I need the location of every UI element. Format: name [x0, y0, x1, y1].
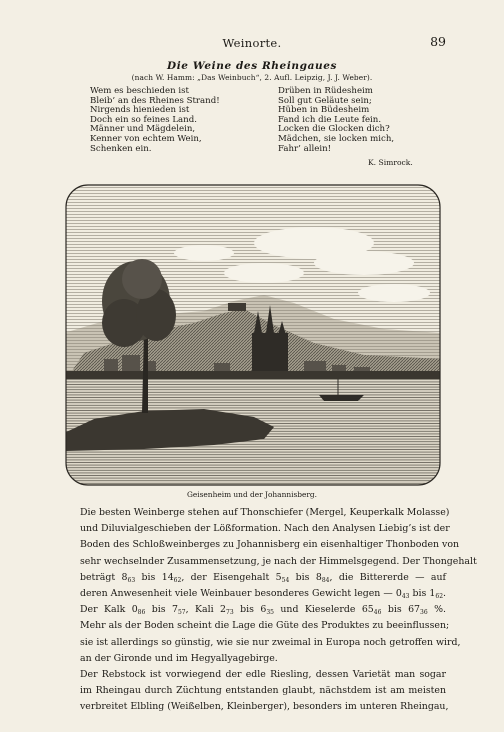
castle: [228, 303, 246, 311]
text-line: beträgt $8_{63}$ bis $14_{62}$, der Eisengehalt $5_{54}$ bis $8_{84}$, die Bittererde — auf: [80, 571, 447, 584]
text-line: sie ist allerdings so günstig, wie sie nur zweimal in Europa noch getroffen wird,: [80, 636, 461, 648]
poem-line: Bleib’ an des Rheines Strand!: [90, 95, 220, 106]
text-line: Boden des Schloßweinberges zu Johannisberg ein eisenhaltiger Thonboden von: [80, 539, 459, 551]
poem-author: K. Simrock.: [368, 158, 413, 167]
poem-line: Doch ein so feines Land.: [90, 114, 197, 125]
paragraph: [62, 667, 449, 716]
figure-caption: Geisenheim und der Johannisberg.: [187, 490, 317, 499]
page-number: 89: [430, 34, 446, 49]
poem-line: Nirgends hienieden ist: [90, 105, 190, 116]
engraving-illustration: [64, 183, 442, 487]
text-line: Der Kalk $0_{86}$ bis $7_{57}$, Kali $2_{73}$ bis $6_{35}$ und Kieselerde $65_{46}$ bis $67_{36}$ %.: [80, 604, 446, 617]
poem-stanza-right: [278, 87, 394, 154]
text-line: im Rheingau durch Züchtung entstanden glaubt, nächstdem ist am meisten: [80, 685, 446, 697]
poem-line: Fand ich die Leute fein.: [278, 114, 382, 125]
poem-line: Wem es beschieden ist: [90, 86, 189, 96]
paragraph: [62, 505, 477, 667]
text-line: sehr wechselnder Zusammensetzung, je nach der Himmelsgegend. Der Thongehalt: [80, 555, 477, 567]
text-line: Die besten Weinberge stehen auf Thonschiefer (Mergel, Keuperkalk Molasse): [80, 507, 450, 518]
poem-line: Schenken ein.: [90, 143, 152, 154]
text-line: verbreitet Elbling (Weißelben, Kleinberger), besonders im unteren Rheingau,: [80, 701, 449, 713]
poem-line: Hüben in Büdesheim: [278, 105, 370, 116]
text-line: deren Anwesenheit viele Weinbauer besonderes Gewicht legen — $0_{43}$ bis $1_{62}$.: [80, 588, 446, 601]
poem-stanza-left: [90, 87, 220, 154]
poem-line: Drüben in Rüdesheim: [278, 86, 373, 96]
text-line: Mehr als der Boden scheint die Lage die Güte des Produktes zu beeinflussen;: [80, 620, 450, 632]
text-line: Der Rebstock ist vorwiegend der edle Riesling, dessen Varietät man sogar: [80, 669, 446, 681]
poem-line: Fahr’ allein!: [278, 143, 332, 154]
text-line: und Diluvialgeschieben der Lößformation. Nach den Analysen Liebig’s ist der: [80, 523, 450, 535]
poem-line: Mädchen, sie locken mich,: [278, 133, 395, 144]
poem-source: (nach W. Hamm: „Das Weinbuch“, 2. Aufl. Leipzig, J. J. Weber).: [131, 73, 373, 82]
body-text: [62, 505, 477, 716]
poem-title: Die Weine des Rheingaues: [166, 60, 338, 72]
poem-line: Locken die Glocken dich?: [278, 124, 390, 135]
poem-line: Soll gut Geläute sein;: [278, 95, 372, 106]
running-title: Weinorte.: [222, 36, 282, 50]
poem-line: Kenner von echtem Wein,: [90, 133, 202, 144]
text-line: an der Gironde und im Hegyallyagebirge.: [80, 652, 278, 664]
poem-line: Männer und Mägdelein,: [90, 124, 196, 135]
